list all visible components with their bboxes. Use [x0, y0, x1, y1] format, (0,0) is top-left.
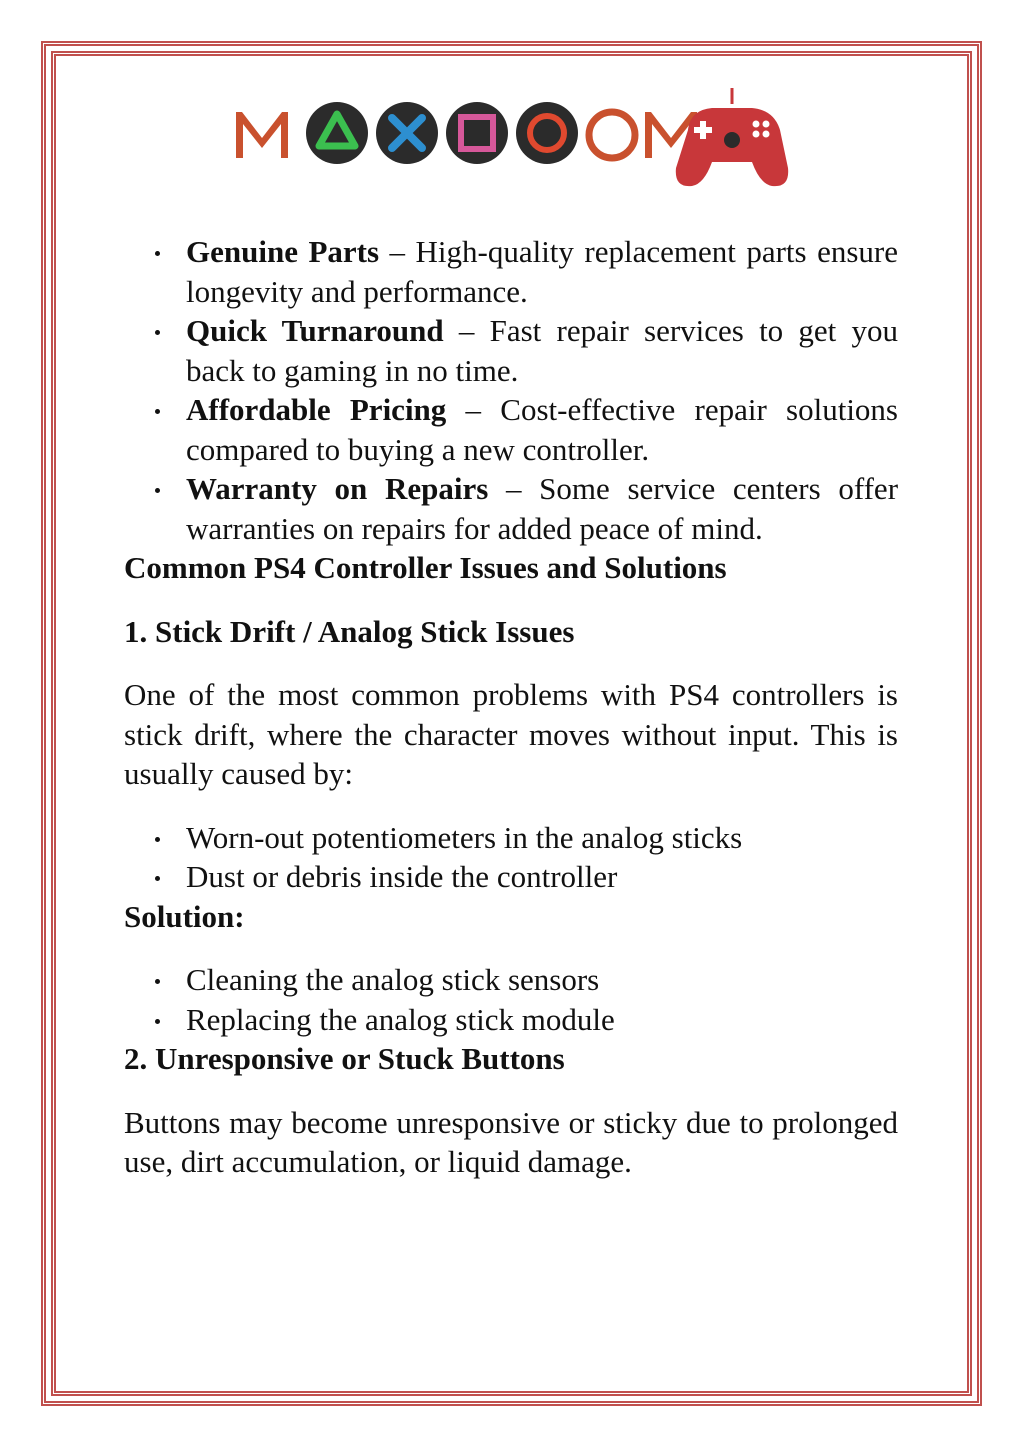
feature-text: Some service centers offer warranties on repairs for added peace of mind.	[186, 471, 899, 546]
feature-text: Cost-effective repair solutions compared to buying a new controller.	[186, 392, 898, 467]
list-item: Replacing the analog stick module	[186, 1000, 898, 1040]
feature-title: Affordable Pricing	[186, 392, 447, 427]
list-item	[186, 390, 898, 469]
feature-text: Fast repair services to get you back to gaming in no time.	[186, 313, 899, 388]
document-content	[124, 232, 898, 1206]
feature-title: Genuine Parts	[186, 234, 380, 269]
issue2-heading: 2. Unresponsive or Stuck Buttons	[124, 1041, 565, 1076]
feature-text: High-quality replacement parts ensure longevity and performance.	[186, 234, 898, 309]
issue1-heading: 1. Stick Drift / Analog Stick Issues	[124, 613, 575, 649]
causes-list	[124, 818, 898, 897]
solution-heading: Solution:	[124, 898, 245, 934]
separator: –	[379, 234, 416, 269]
maxcom-logo	[232, 80, 792, 192]
list-item: Cleaning the analog stick sensors	[186, 960, 898, 1000]
feature-title: Warranty on Repairs	[186, 471, 489, 506]
feature-title: Quick Turnaround	[186, 313, 444, 348]
issue2-paragraph: Buttons may become unresponsive or sticky due to prolonged use, dirt accumulation, or liquid damage.	[124, 1104, 898, 1179]
section-heading: Common PS4 Controller Issues and Solutions	[124, 550, 727, 585]
issue1-paragraph: One of the most common problems with PS4 controllers is stick drift, where the character moves without input. This is usually caused by:	[124, 677, 898, 791]
list-item	[186, 232, 898, 311]
separator: –	[446, 392, 501, 427]
list-item	[186, 311, 898, 390]
separator: –	[488, 471, 540, 506]
list-item	[186, 469, 898, 548]
solutions-list	[124, 960, 898, 1039]
gamepad-icon	[676, 88, 788, 186]
separator: –	[443, 313, 490, 348]
list-item: Dust or debris inside the controller	[186, 857, 898, 897]
features-list	[124, 232, 898, 548]
list-item: Worn-out potentiometers in the analog sticks	[186, 818, 898, 858]
